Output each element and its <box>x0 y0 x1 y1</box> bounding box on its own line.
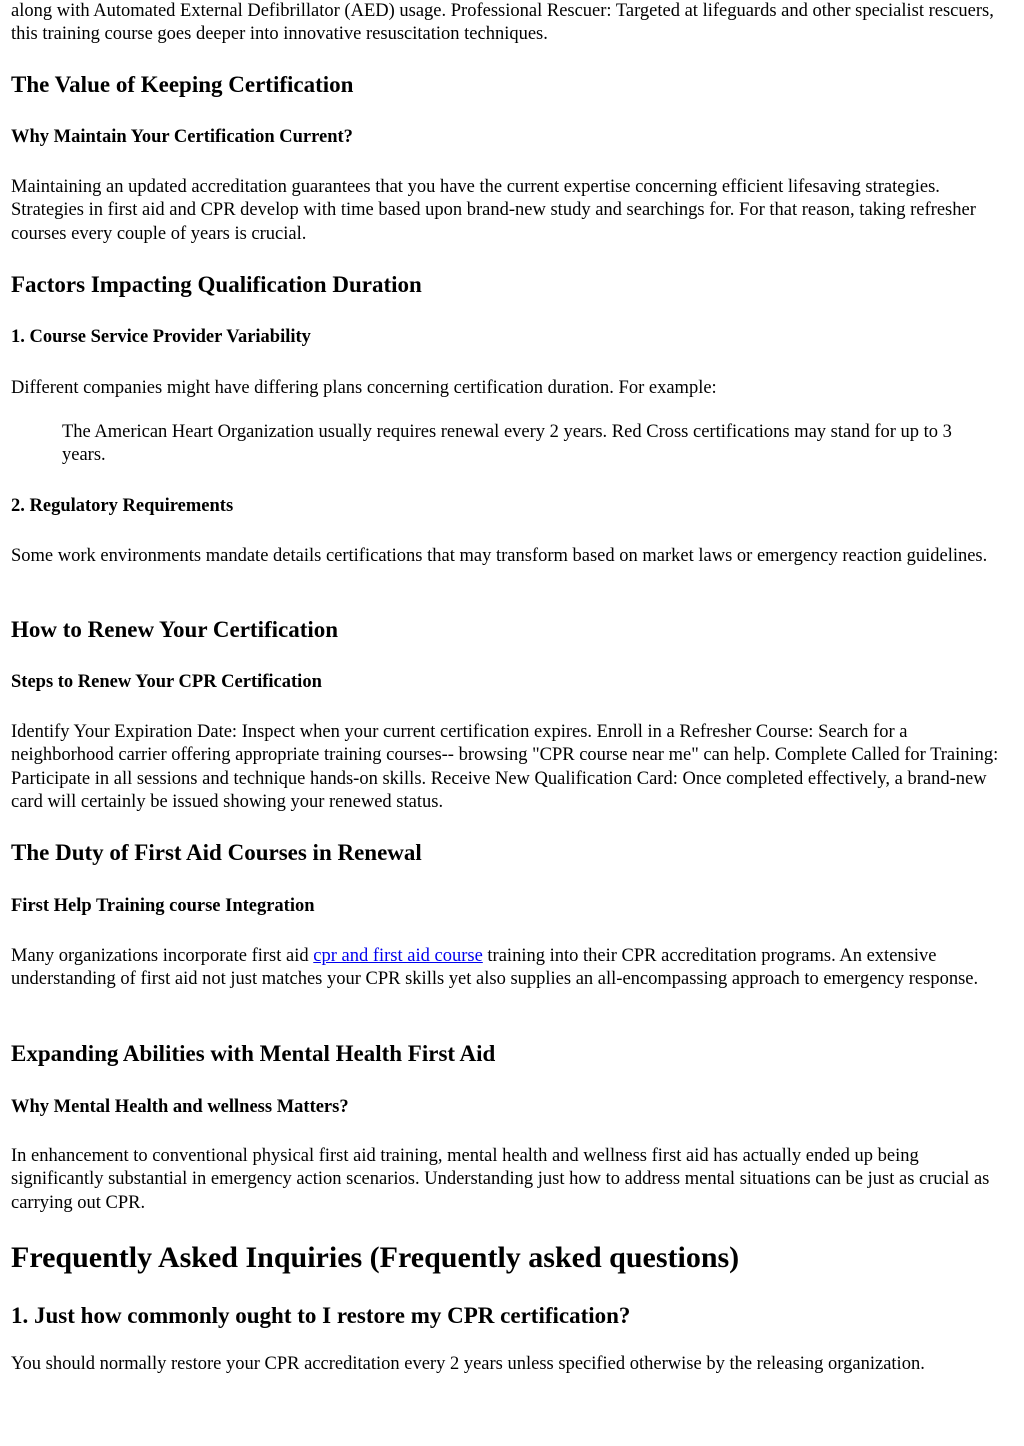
paragraph-text-before-link: Many organizations incorporate first aid <box>11 946 314 966</box>
subheading-why-maintain: Why Maintain Your Certification Current? <box>11 127 353 147</box>
subheading-why-mental-health: Why Mental Health and wellness Matters? <box>11 1097 349 1117</box>
subheading-steps-to-renew: Steps to Renew Your CPR Certification <box>11 672 322 692</box>
paragraph-mental-health: In enhancement to conventional physical first aid training, mental health and wellness first aid has actually ended up being significantly substantial in emergency action scenarios. Understanding just how to address mental situations can be just as crucial as carrying out CPR. <box>11 1146 990 1213</box>
heading-duty-of-first-aid: The Duty of First Aid Courses in Renewal <box>11 840 422 865</box>
blockquote-provider-examples: The American Heart Organization usually requires renewal every 2 years. Red Cross certifications may stand for up to 3 years. <box>62 422 952 466</box>
paragraph-different-companies: Different companies might have differing plans concerning certification duration. For example: <box>11 378 717 398</box>
subheading-first-help-integration: First Help Training course Integration <box>11 896 315 916</box>
paragraph-maintaining: Maintaining an updated accreditation guarantees that you have the current expertise concerning efficient lifesaving strategies. Strategies in first aid and CPR develop with time based upon brand-new study and searchings for. For that reason, taking refresher courses every couple of years is crucial. <box>11 177 976 244</box>
paragraph-first-aid-integration <box>11 945 1014 992</box>
faq-answer-1: You should normally restore your CPR accreditation every 2 years unless specified otherwise by the releasing organization. <box>11 1354 925 1374</box>
heading-value-of-certification: The Value of Keeping Certification <box>11 72 354 97</box>
intro-paragraph: along with Automated External Defibrillator (AED) usage. Professional Rescuer: Targeted at lifeguards and other specialist rescuers, this training course goes deeper into innovative resuscitation techniques. <box>11 1 994 45</box>
faq-question-1: 1. Just how commonly ought to I restore my CPR certification? <box>11 1303 631 1328</box>
heading-how-to-renew: How to Renew Your Certification <box>11 617 339 642</box>
heading-mental-health: Expanding Abilities with Mental Health First Aid <box>11 1041 496 1066</box>
paragraph-text-after-link: training into their CPR accreditation programs. An extensive understanding of first aid not just matches your CPR skills yet also supplies an all-encompassing approach to emergency response. <box>11 946 979 990</box>
cpr-first-aid-course-link[interactable]: cpr and first aid course <box>313 946 483 966</box>
subheading-course-provider: 1. Course Service Provider Variability <box>11 327 311 347</box>
heading-factors: Factors Impacting Qualification Duration <box>11 272 422 297</box>
paragraph-regulatory: Some work environments mandate details certifications that may transform based on market laws or emergency reaction guidelines. <box>11 546 988 566</box>
heading-faq: Frequently Asked Inquiries (Frequently asked questions) <box>11 1241 740 1274</box>
subheading-regulatory: 2. Regulatory Requirements <box>11 496 234 516</box>
paragraph-renew-steps: Identify Your Expiration Date: Inspect when your current certification expires. Enroll in a Refresher Course: Search for a neighborhood carrier offering appropriate training courses-- browsing "CPR course near me" can help. Complete Called for Training: Participate in all sessions and technique hands-on skills. Receive New Qualification Card: Once completed effectively, a brand-new card will certainly be issued showing your renewed status. <box>11 722 999 812</box>
